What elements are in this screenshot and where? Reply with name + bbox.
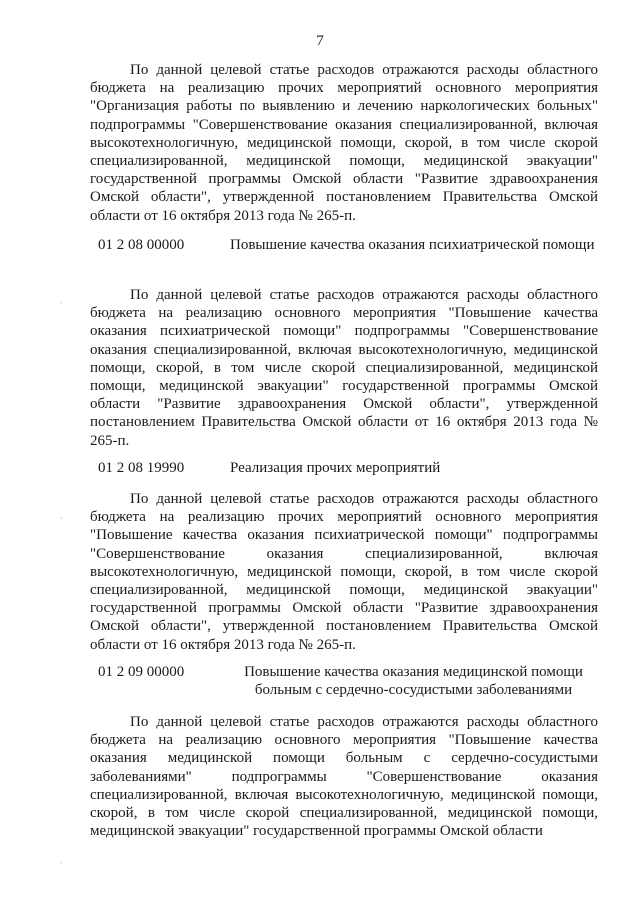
budget-code: 01 2 09 00000 <box>98 664 185 680</box>
budget-code: 01 2 08 00000 <box>98 237 185 253</box>
page-number: 7 <box>316 33 324 49</box>
scan-mark: · <box>60 514 63 523</box>
section-heading: Повышение качества оказания психиатрической помощи <box>230 237 595 253</box>
section-heading: Повышение качества оказания медицинской помощи больным с сердечно-сосудистыми заболеваниями <box>244 664 583 699</box>
scan-mark: · <box>60 859 63 868</box>
body-paragraph: По данной целевой статье расходов отражаются расходы областного бюджета на реализацию основного мероприятия "Повышение качества оказания психиатрической помощи" подпрограммы "Совершенствование оказания специализированной, включая высокотехнологичную, медицинской помощи, скорой, в том числе скорой специализированной, медицинской помощи, медицинской эвакуации" государственной программы Омской области "Развитие здравоохранения Омской области", утвержденной постановлением Правительства Омской области от 16 октября 2013 года № 265-п. <box>90 287 598 449</box>
body-paragraph: По данной целевой статье расходов отражаются расходы областного бюджета на реализацию прочих мероприятий основного мероприятия "Повышение качества оказания психиатрической помощи" подпрограммы "Совершенствование оказания специализированной, включая высокотехнологичную, медицинской помощи, скорой, в том числе скорой специализированной, медицинской помощи, медицинской эвакуации" государственной программы Омской области "Развитие здравоохранения Омской области", утвержденной постановлением Правительства Омской области от 16 октября 2013 года № 265-п. <box>90 491 598 653</box>
body-paragraph: По данной целевой статье расходов отражаются расходы областного бюджета на реализацию основного мероприятия "Повышение качества оказания медицинской помощи больным с сердечно-сосудистыми заболеваниями" подпрограммы "Совершенствование оказания специализированной, включая высокотехнологичную, медицинской помощи, скорой, в том числе скорой специализированной, медицинской помощи, медицинской эвакуации" государственной программы Омской области <box>90 714 598 840</box>
body-paragraph: По данной целевой статье расходов отражаются расходы областного бюджета на реализацию прочих мероприятий основного мероприятия "Организация работы по выявлению и лечению наркологических больных" подпрограммы "Совершенствование оказания специализированной, включая высокотехнологичную, медицинской помощи, скорой, в том числе скорой специализированной, медицинской помощи, медицинской эвакуации" государственной программы Омской области "Развитие здравоохранения Омской области", утвержденной постановлением Правительства Омской области от 16 октября 2013 года № 265-п. <box>90 62 598 224</box>
scan-mark: · <box>60 299 63 308</box>
budget-code: 01 2 08 19990 <box>98 460 185 476</box>
section-heading: Реализация прочих мероприятий <box>230 460 441 476</box>
